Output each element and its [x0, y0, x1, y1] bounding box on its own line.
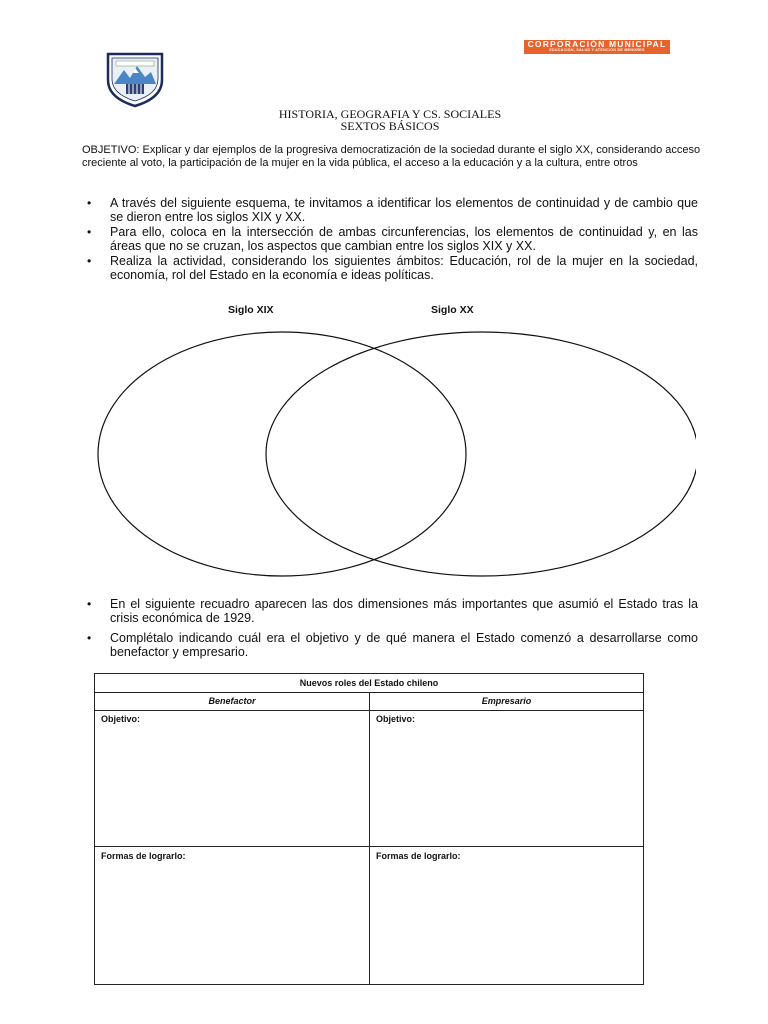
empresario-objective-label: Objetivo:: [376, 714, 416, 724]
venn-circle-left: [98, 332, 466, 576]
roles-table: [94, 673, 644, 985]
school-logo: [104, 50, 166, 108]
corp-logo-title: CORPORACIÓN MUNICIPAL: [527, 39, 667, 49]
venn-label-siglo-xix: Siglo XIX: [228, 304, 274, 316]
corporation-logo: [524, 40, 670, 54]
column-header-benefactor: Benefactor: [208, 696, 256, 706]
empresario-means-label: Formas de lograrlo:: [376, 851, 461, 861]
table-divider: [95, 846, 643, 847]
column-header-empresario: Empresario: [481, 696, 532, 706]
venn-diagram: [96, 330, 696, 590]
table-column-divider: [369, 693, 370, 984]
instructions-list-2: [86, 597, 698, 659]
list-item: • En el siguiente recuadro aparecen las dos dimensiones más importantes que asumió el Estado tras la crisis económica de 1929.: [86, 597, 698, 625]
benefactor-objective-label: Objetivo:: [101, 714, 141, 724]
list-item: • Complétalo indicando cuál era el objetivo y de qué manera el Estado comenzó a desarrollarse como benefactor y empresario.: [86, 631, 698, 659]
list-item: • Para ello, coloca en la intersección de ambas circunferencias, los elementos de continuidad y, en las áreas que no se cruzan, los aspectos que cambian entre los siglos XIX y XX.: [86, 225, 698, 253]
benefactor-means-label: Formas de lograrlo:: [101, 851, 186, 861]
corp-logo-subtitle: EDUCACIÓN, SALUD Y ATENCIÓN DE MENORES: [549, 48, 645, 52]
list-item: • Realiza la actividad, considerando los siguientes ámbitos: Educación, rol de la mujer en la sociedad, economía, rol del Estado en la economía e ideas políticas.: [86, 254, 698, 282]
page-subtitle: SEXTOS BÁSICOS: [340, 119, 440, 133]
table-title: Nuevos roles del Estado chileno: [95, 674, 643, 693]
list-item: • A través del siguiente esquema, te invitamos a identificar los elementos de continuidad y de cambio que se dieron entre los siglos XIX y XX.: [86, 196, 698, 224]
objective-text: OBJETIVO: Explicar y dar ejemplos de la progresiva democratización de la sociedad durante el siglo XX, considerando acceso creciente al voto, la participación de la mujer en la vida pública, el acceso a la educación y a la cultura, entre otros: [82, 144, 701, 169]
venn-label-siglo-xx: Siglo XX: [431, 304, 474, 316]
page-title: HISTORIA, GEOGRAFIA Y CS. SOCIALES: [278, 107, 502, 121]
venn-circle-right: [266, 332, 696, 576]
instructions-list: [86, 196, 698, 282]
